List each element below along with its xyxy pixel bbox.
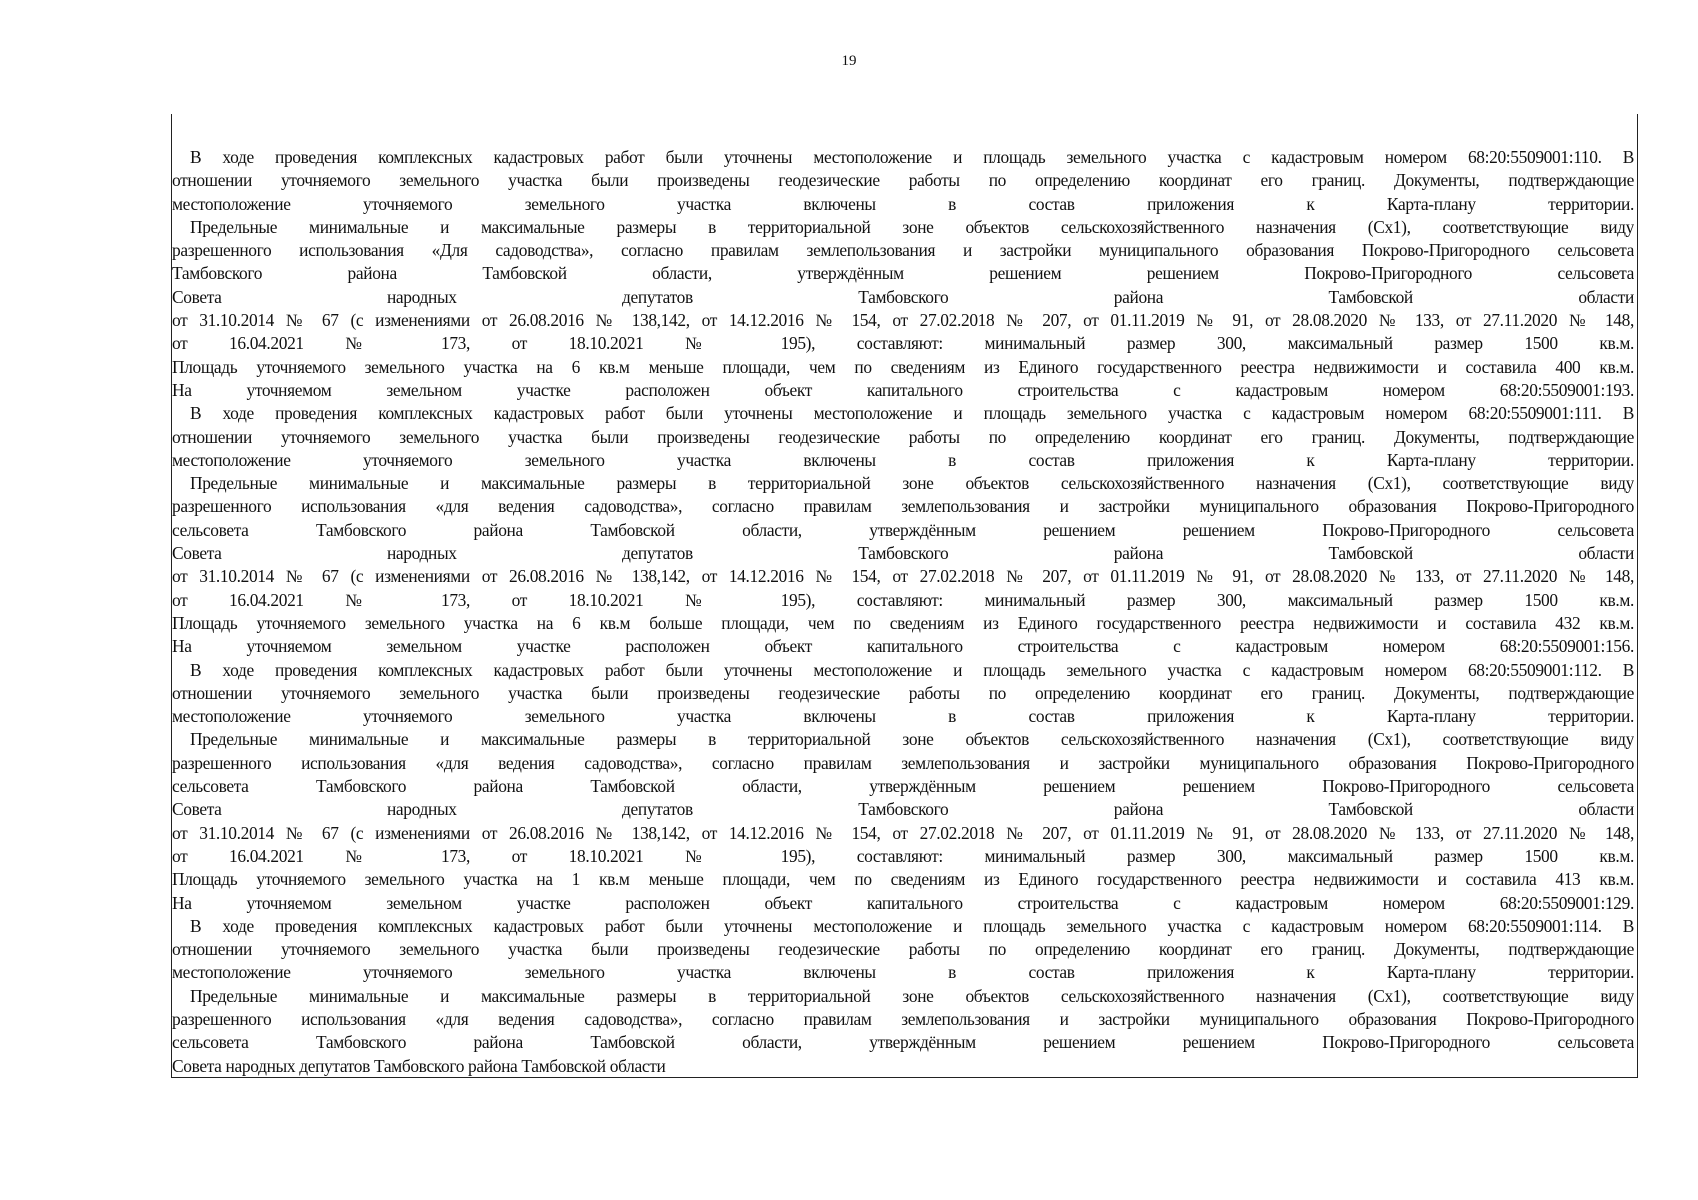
text-line: от 16.04.2021 № 173, от 18.10.2021 № 195), составляют: минимальный размер 300, максимальный размер 1500 кв.м. — [172, 845, 1634, 866]
text-line: от 16.04.2021 № 173, от 18.10.2021 № 195), составляют: минимальный размер 300, максимальный размер 1500 кв.м. — [172, 589, 1634, 610]
text-line: отношении уточняемого земельного участка были произведены геодезические работы по определению координат его границ. Документы, подтверждающие — [172, 939, 1634, 960]
text-line: сельсовета Тамбовского района Тамбовской области, утверждённым решением решением Покрово-Пригородного сельсовета — [172, 776, 1634, 797]
text-line: отношении уточняемого земельного участка были произведены геодезические работы по определению координат его границ. Документы, подтверждающие — [172, 682, 1634, 703]
text-line: разрешенного использования «для ведения садоводства», согласно правилам землепользования и застройки муниципального образования Покрово-Пригородного — [172, 1008, 1634, 1029]
text-line: отношении уточняемого земельного участка были произведены геодезические работы по определению координат его границ. Документы, подтверждающие — [172, 426, 1634, 447]
text-line: На уточняемом земельном участке расположен объект капитального строительства с кадастровым номером 68:20:5509001:156. — [172, 636, 1634, 657]
text-line: местоположение уточняемого земельного участка включены в состав приложения к Карта-плану территории. — [172, 449, 1634, 470]
text-line: местоположение уточняемого земельного участка включены в состав приложения к Карта-плану территории. — [172, 193, 1634, 214]
text-line: местоположение уточняемого земельного участка включены в состав приложения к Карта-плану территории. — [172, 706, 1634, 727]
text-line: Совета народных депутатов Тамбовского района Тамбовской области — [172, 543, 1634, 564]
text-line: Совета народных депутатов Тамбовского района Тамбовской области — [172, 286, 1634, 307]
text-line: Предельные минимальные и максимальные размеры в территориальной зоне объектов сельскохозяйственного назначения (Сх1), соответствующие виду — [190, 985, 1634, 1006]
text-line: В ходе проведения комплексных кадастровых работ были уточнены местоположение и площадь земельного участка с кадастровым номером 68:20:5509001:110. В — [190, 147, 1634, 167]
text-line: от 31.10.2014 № 67 (с изменениями от 26.08.2016 № 138,142, от 14.12.2016 № 154, от 27.02.2018 № 207, от 01.11.2019 № 91, от 28.08.2020 № 133, от 27.11.2020 № 148, — [172, 822, 1634, 843]
text-line: сельсовета Тамбовского района Тамбовской области, утверждённым решением решением Покрово-Пригородного сельсовета — [172, 1032, 1634, 1053]
text-line: от 16.04.2021 № 173, от 18.10.2021 № 195), составляют: минимальный размер 300, максимальный размер 1500 кв.м. — [172, 333, 1634, 354]
text-line: Совета народных депутатов Тамбовского района Тамбовской области — [172, 1055, 666, 1076]
text-line: В ходе проведения комплексных кадастровых работ были уточнены местоположение и площадь земельного участка с кадастровым номером 68:20:5509001:111. В — [190, 403, 1634, 424]
text-line: Тамбовского района Тамбовской области, утверждённым решением решением Покрово-Пригородного сельсовета — [172, 263, 1634, 284]
text-line: разрешенного использования «для ведения садоводства», согласно правилам землепользования и застройки муниципального образования Покрово-Пригородного — [172, 752, 1634, 773]
page-number: 19 — [841, 53, 857, 69]
text-line: В ходе проведения комплексных кадастровых работ были уточнены местоположение и площадь земельного участка с кадастровым номером 68:20:5509001:114. В — [190, 915, 1634, 936]
text-line: Предельные минимальные и максимальные размеры в территориальной зоне объектов сельскохозяйственного назначения (Сх1), соответствующие виду — [190, 729, 1634, 750]
text-line: отношении уточняемого земельного участка были произведены геодезические работы по определению координат его границ. Документы, подтверждающие — [172, 170, 1634, 191]
text-line: от 31.10.2014 № 67 (с изменениями от 26.08.2016 № 138,142, от 14.12.2016 № 154, от 27.02.2018 № 207, от 01.11.2019 № 91, от 28.08.2020 № 133, от 27.11.2020 № 148, — [172, 310, 1634, 331]
text-line: разрешенного использования «для ведения садоводства», согласно правилам землепользования и застройки муниципального образования Покрово-Пригородного — [172, 496, 1634, 517]
document-body — [172, 146, 1634, 1078]
text-line: Площадь уточняемого земельного участка на 6 кв.м меньше площади, чем по сведениям из Единого государственного реестра недвижимости и составила 400 кв.м. — [172, 356, 1634, 377]
text-line: разрешенного использования «Для садоводства», согласно правилам землепользования и застройки муниципального образования Покрово-Пригородного сельсовета — [172, 240, 1634, 261]
text-line: В ходе проведения комплексных кадастровых работ были уточнены местоположение и площадь земельного участка с кадастровым номером 68:20:5509001:112. В — [190, 659, 1634, 680]
text-line: Предельные минимальные и максимальные размеры в территориальной зоне объектов сельскохозяйственного назначения (Сх1), соответствующие виду — [190, 473, 1634, 494]
text-line: Предельные минимальные и максимальные размеры в территориальной зоне объектов сельскохозяйственного назначения (Сх1), соответствующие виду — [190, 216, 1634, 237]
text-line: Площадь уточняемого земельного участка на 6 кв.м больше площади, чем по сведениям из Единого государственного реестра недвижимости и составила 432 кв.м. — [172, 612, 1634, 633]
text-line: местоположение уточняемого земельного участка включены в состав приложения к Карта-плану территории. — [172, 962, 1634, 983]
text-line: На уточняемом земельном участке расположен объект капитального строительства с кадастровым номером 68:20:5509001:129. — [172, 892, 1634, 913]
text-line: На уточняемом земельном участке расположен объект капитального строительства с кадастровым номером 68:20:5509001:193. — [172, 379, 1634, 400]
text-line: от 31.10.2014 № 67 (с изменениями от 26.08.2016 № 138,142, от 14.12.2016 № 154, от 27.02.2018 № 207, от 01.11.2019 № 91, от 28.08.2020 № 133, от 27.11.2020 № 148, — [172, 566, 1634, 587]
text-line: Площадь уточняемого земельного участка на 1 кв.м меньше площади, чем по сведениям из Единого государственного реестра недвижимости и составила 413 кв.м. — [172, 869, 1634, 890]
text-line: сельсовета Тамбовского района Тамбовской области, утверждённым решением решением Покрово-Пригородного сельсовета — [172, 519, 1634, 540]
text-line: Совета народных депутатов Тамбовского района Тамбовской области — [172, 799, 1634, 820]
